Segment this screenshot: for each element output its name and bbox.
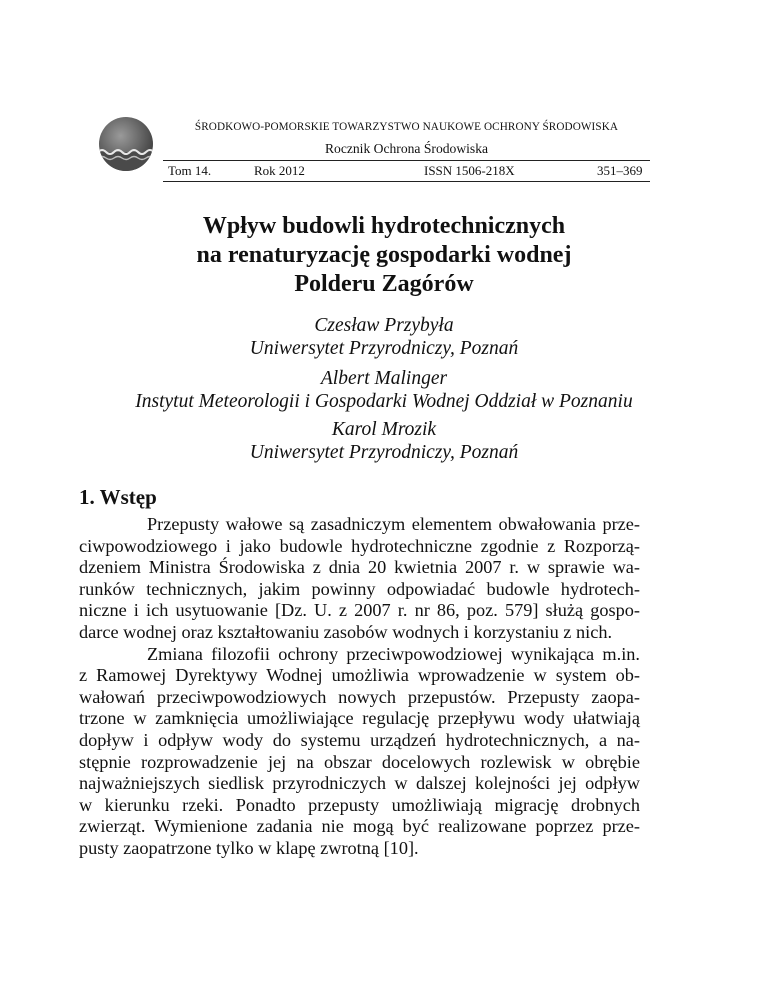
text-line: najważniejszych siedlisk przyrodniczych w dalszej kolejności jej odpływ xyxy=(79,773,640,794)
author-name: Albert Malinger xyxy=(320,368,448,389)
title-line: Wpływ budowli hydrotechnicznych xyxy=(202,213,566,239)
text-line: Zmiana filozofii ochrony przeciwpowodziowej wynikająca m.in. xyxy=(147,643,640,664)
journal-title: Rocznik Ochrona Środowiska xyxy=(324,141,489,156)
text-line: z Ramowej Dyrektywy Wodnej umożliwia wprowadzenie w system ob- xyxy=(79,665,640,686)
society-name: ŚRODKOWO-POMORSKIE TOWARZYSTWO NAUKOWE OCHRONY ŚRODOWISKA xyxy=(194,121,619,133)
text-line: wałowań przeciwpowodziowych nowych przepustów. Przepusty zaopa- xyxy=(79,686,640,707)
author-block xyxy=(0,418,768,464)
author-affiliation: Uniwersytet Przyrodniczy, Poznań xyxy=(249,338,519,359)
text-line: dopływ i odpływ wody do systemu urządzeń hydrotechnicznych, a na- xyxy=(79,729,640,750)
paragraph-2 xyxy=(79,644,640,860)
author-name: Karol Mrozik xyxy=(331,419,437,440)
title-line: na renaturyzację gospodarki wodnej xyxy=(196,242,572,268)
section-heading: 1. Wstęp xyxy=(79,485,157,509)
author-name: Czesław Przybyła xyxy=(314,315,454,336)
article-title xyxy=(0,212,768,299)
author-block xyxy=(0,314,768,360)
text-line: Przepusty wałowe są zasadniczym elementem obwałowania prze- xyxy=(147,514,640,534)
volume-label: Tom 14. xyxy=(168,163,212,178)
text-line: w kierunku rzeki. Ponadto przepusty umożliwiają migrację drobnych xyxy=(79,794,640,815)
text-line: zwierząt. Wymienione zadania nie mogą być realizowane poprzez prze- xyxy=(79,816,640,837)
title-line: Polderu Zagórów xyxy=(294,271,474,297)
text-line: trzone w zamknięcia umożliwiające regulację przepływu wody ułatwiają xyxy=(79,708,640,729)
text-line: niczne i ich usytuowanie [Dz. U. z 2007 r. nr 86, poz. 579] służą gospo- xyxy=(79,600,640,621)
text-line: ciwpowodziowego i jako budowle hydrotechniczne zgodnie z Rozporzą- xyxy=(79,535,640,556)
author-affiliation: Instytut Meteorologii i Gospodarki Wodnej Oddział w Poznaniu xyxy=(135,391,633,412)
text-line: stępnie rozprowadzenie jej na obszar docelowych rozlewisk w obrębie xyxy=(79,751,640,772)
text-line: darce wodnej oraz kształtowaniu zasobów wodnych i korzystaniu z nich. xyxy=(79,621,613,642)
author-block xyxy=(0,367,768,413)
pages-label: 351–369 xyxy=(597,163,643,178)
year-label: Rok 2012 xyxy=(254,163,305,178)
header-rule-top xyxy=(163,160,650,161)
issn-label: ISSN 1506-218X xyxy=(424,163,515,178)
text-line: dzeniem Ministra Środowiska z dnia 20 kwietnia 2007 r. w sprawie wa- xyxy=(79,557,640,578)
header-rule-bottom xyxy=(163,181,650,182)
journal-logo-icon xyxy=(98,116,154,172)
text-line: runków technicznych, jakim powinny odpowiadać budowle hydrotech- xyxy=(79,578,640,599)
text-line: pusty zaopatrzone tylko w klapę zwrotną [10]. xyxy=(79,837,419,858)
paragraph-1 xyxy=(79,514,640,644)
author-affiliation: Uniwersytet Przyrodniczy, Poznań xyxy=(249,442,519,463)
